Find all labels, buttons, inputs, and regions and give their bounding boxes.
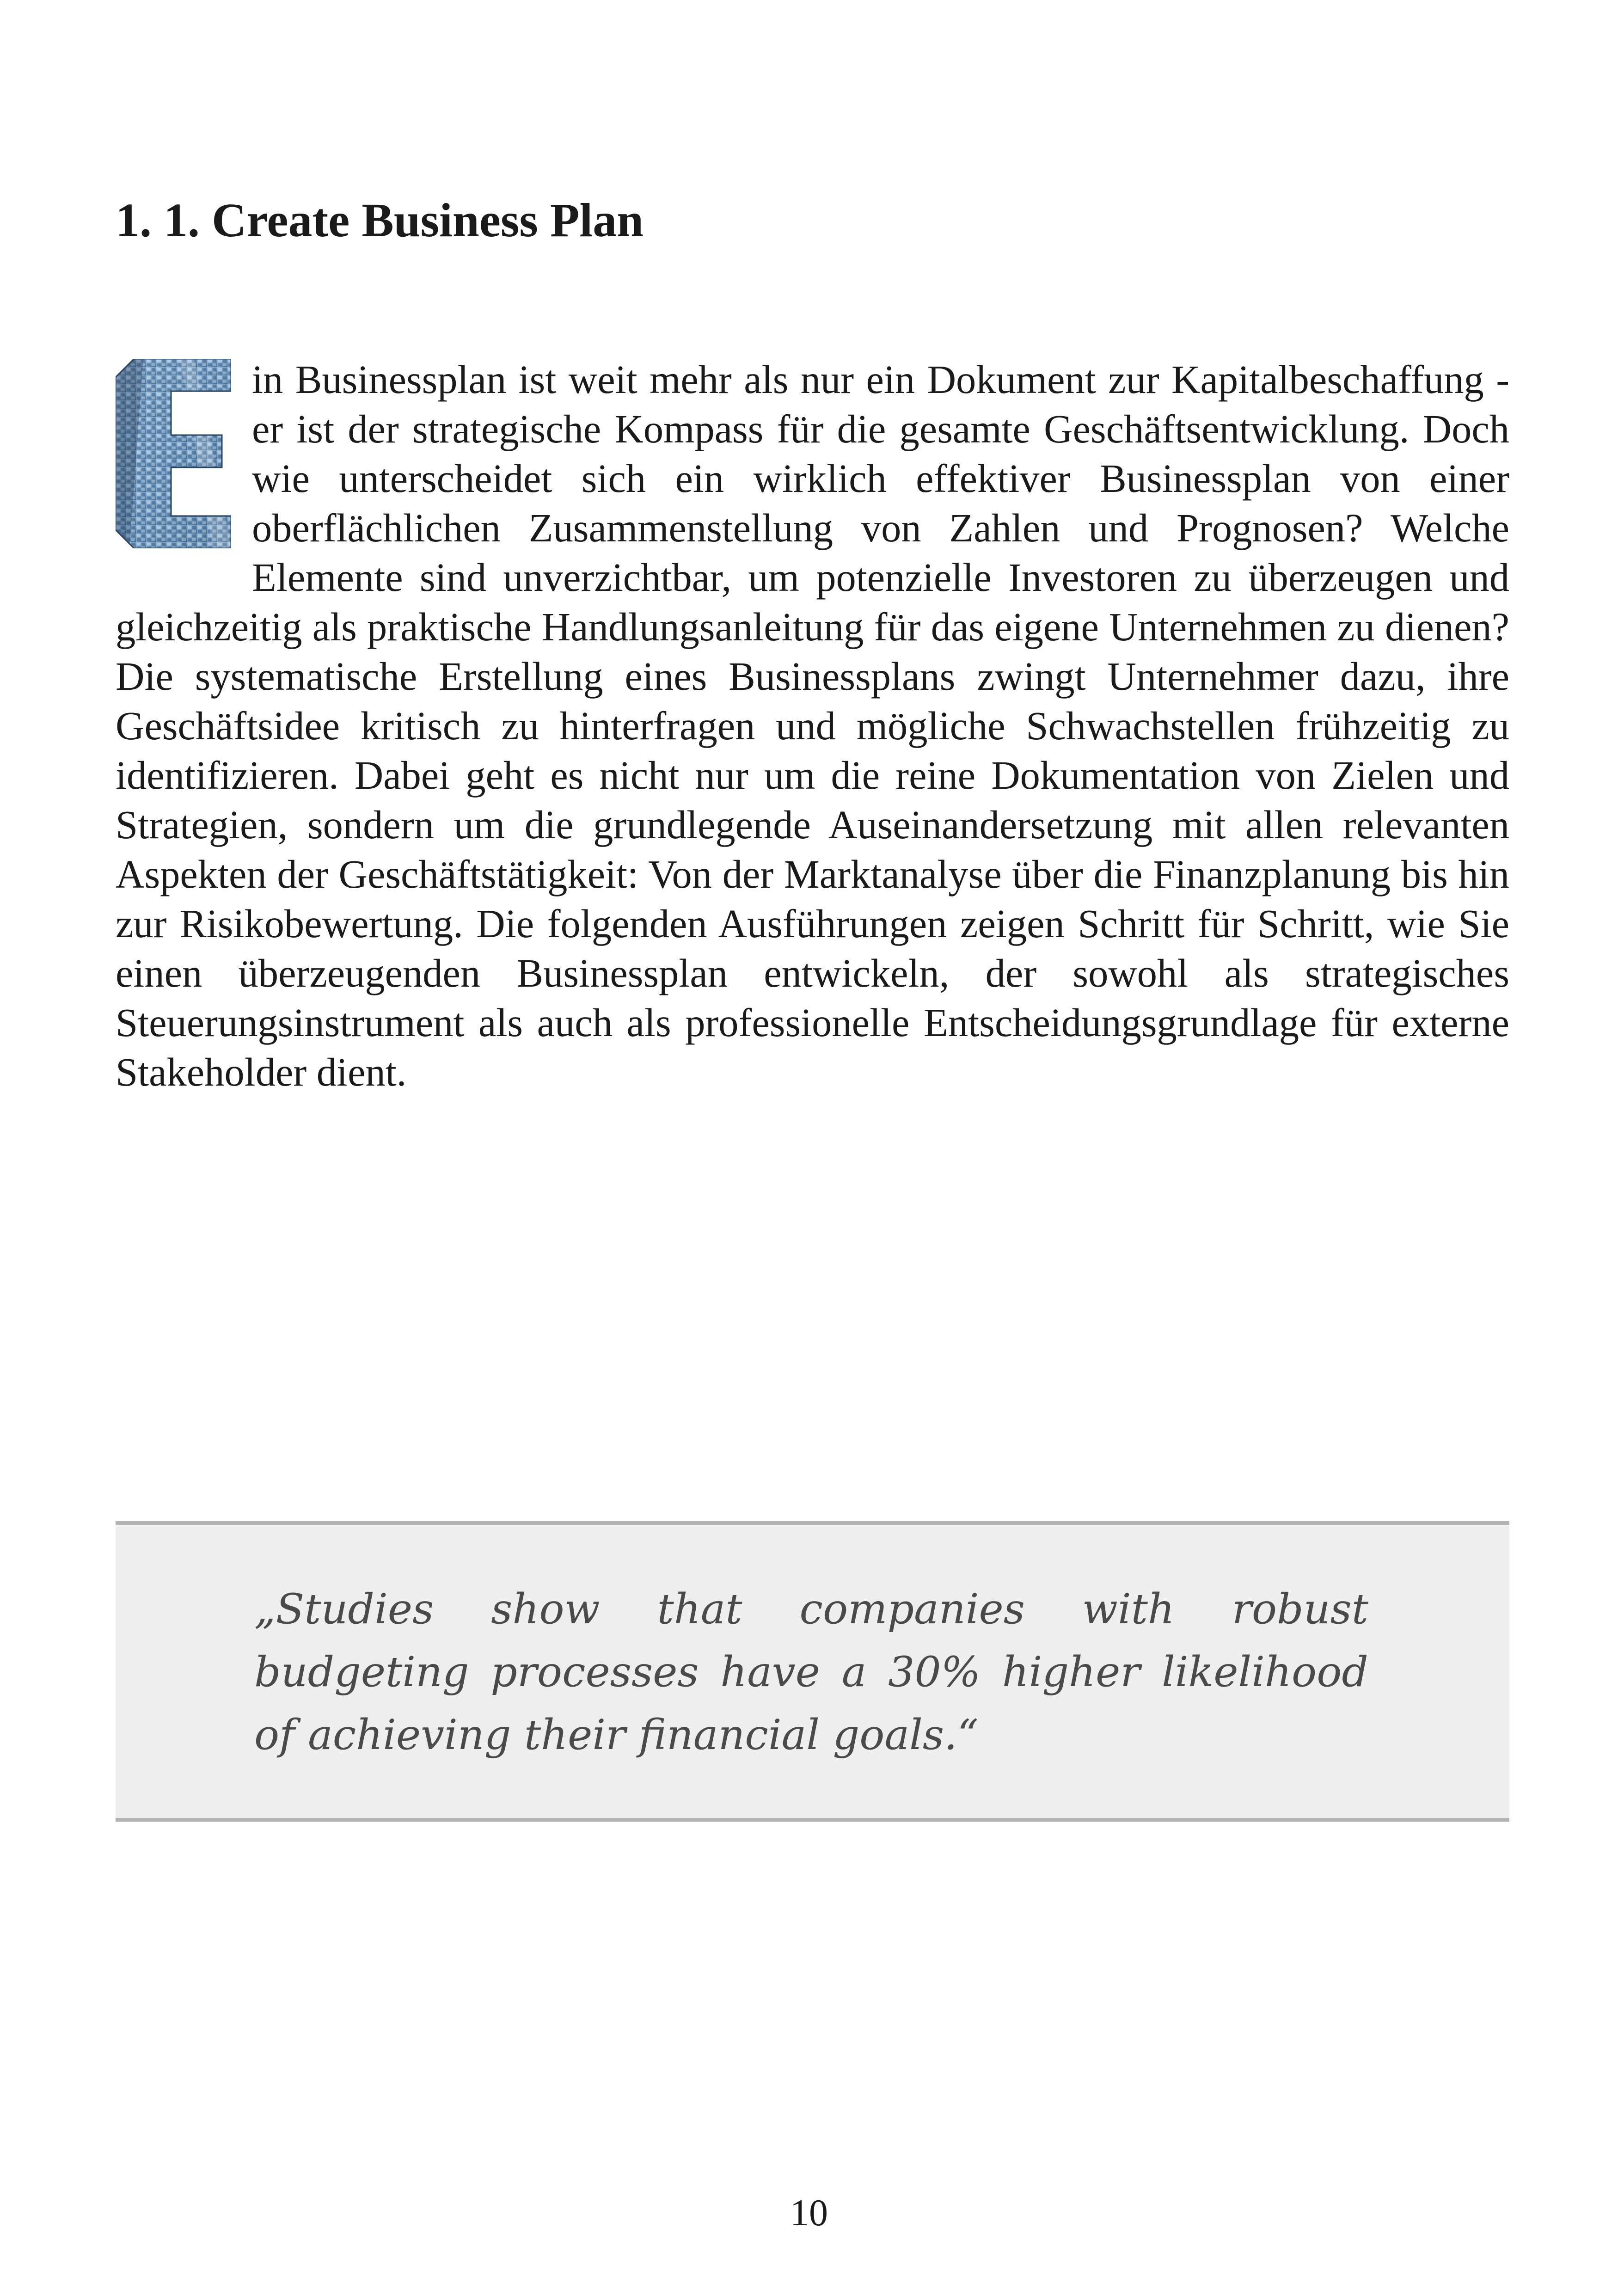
dropcap-e-building-icon — [116, 359, 243, 562]
intro-paragraph — [116, 355, 1509, 1097]
pull-quote-box — [116, 1521, 1509, 1822]
intro-paragraph-text: in Businessplan ist weit mehr als nur ein Dokument zur Kapitalbeschaffung - er ist der strategische Kompass für die gesamte Geschäftsentwicklung. Doch wie unterscheidet sich ein wirklich effektiver Businessplan von einer oberflächlichen Zusammenstellung von Zahlen und Prognosen? Welche Elemente sind unverzichtbar, um potenzielle Investoren zu überzeugen und gleichzeitig als praktische Handlungsanleitung für das eigene Unternehmen zu dienen? Die systematische Erstellung eines Businessplans zwingt Unternehmer dazu, ihre Geschäftsidee kritisch zu hinterfragen und mögliche Schwachstellen frühzeitig zu identifizieren. Dabei geht es nicht nur um die reine Dokumentation von Zielen und Strategien, sondern um die grundlegende Auseinandersetzung mit allen relevanten Aspekten der Geschäftstätigkeit: Von der Marktanalyse über die Finanzplanung bis hin zur Risikobewertung. Die folgenden Ausführungen zeigen Schritt für Schritt, wie Sie einen überzeugenden Businessplan entwickeln, der sowohl als strategisches Steuerungsinstrument als auch als professionelle Entscheidungsgrundlage für externe Stakeholder dient. — [116, 357, 1509, 1094]
page-number: 10 — [790, 2192, 828, 2234]
pull-quote-text: „Studies show that companies with robust budgeting processes have a 30% higher likelihood of achieving their financial goals.“ — [254, 1585, 1368, 1759]
section-heading: 1. 1. Create Business Plan — [116, 194, 644, 247]
